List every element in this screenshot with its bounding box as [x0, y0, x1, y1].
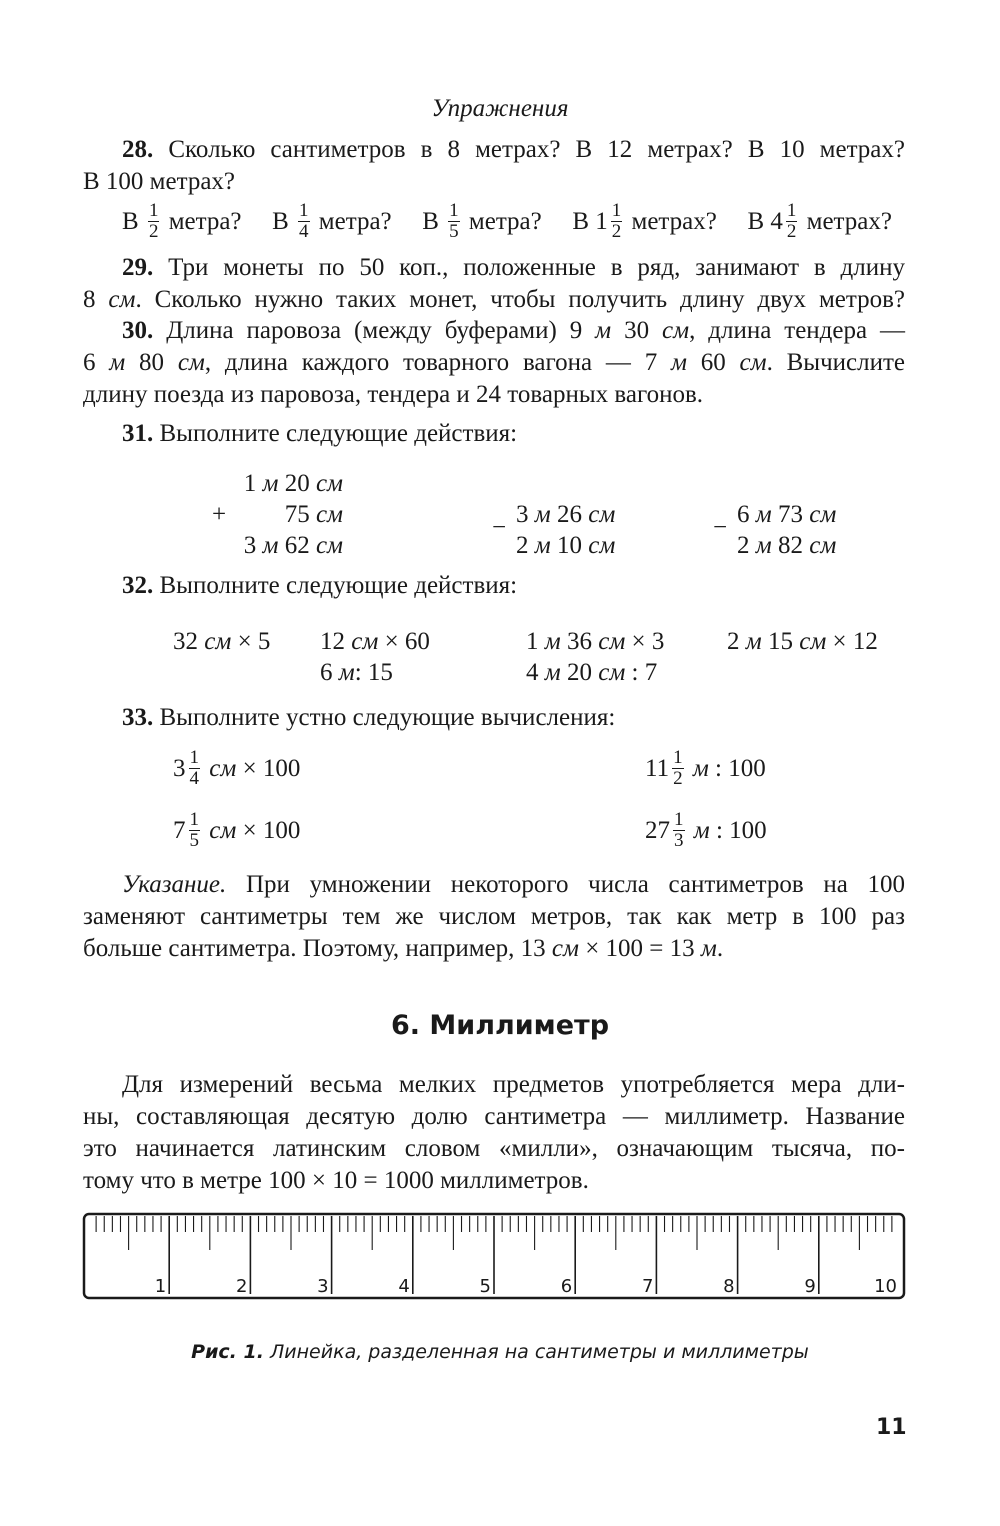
exercise-29-text1: Три монеты по 50 коп., положенные в ряд, занимают в длину: [168, 254, 905, 281]
exercise-29-number: 29.: [122, 254, 154, 281]
ex32-c3a-unit2: см: [598, 628, 626, 655]
ex28-part-fraction: [298, 201, 310, 242]
exercise-30-u6: см: [739, 349, 767, 376]
ex31-b-sign: −: [492, 514, 507, 541]
exercise-33-number: 33.: [122, 704, 154, 731]
exercise-30-line2: [83, 347, 905, 379]
ex28-part-prefix: В: [272, 207, 296, 235]
ruler-label: 9: [804, 1276, 816, 1297]
ex32-c2b-op: : 15: [354, 659, 393, 686]
paragraph-line1: Для измерений весьма мелких предметов употребляется мера дли-: [122, 1071, 905, 1098]
figure-caption: [0, 1341, 1000, 1363]
exercise-30-line3: длину поезда из паровоза, тендера и 24 товарных вагонов.: [83, 381, 704, 408]
ruler-label: 7: [641, 1276, 654, 1297]
exercise-29-line1: [122, 252, 905, 284]
ex31-a-r3-num2: 62: [284, 532, 310, 559]
ex31-c-sign: −: [713, 514, 728, 541]
exercise-28-text1: Сколько сантиметров в 8 метрах? В 12 метрах? В 10 метрах?: [168, 136, 906, 163]
section-title: 6. Миллиметр: [390, 1010, 610, 1041]
exercise-29-text2: . Сколько нужно таких монет, чтобы получить длину двух метров?: [135, 286, 905, 313]
exercise-32-line: [122, 570, 905, 602]
ex28-part-numerator: 1: [611, 199, 622, 221]
exercise-30-u5: м: [670, 349, 687, 376]
ex33-whole: 7: [173, 817, 186, 845]
ex32-col3-row2: [526, 657, 657, 688]
ex28-part-denominator: 4: [299, 220, 309, 242]
ex32-c3a-unit: м: [544, 628, 561, 655]
ex28-part-prefix: В: [122, 207, 145, 235]
ex33-numerator: 1: [673, 747, 683, 768]
hint-text1: При умножении некоторого числа сантиметров на 100: [245, 871, 905, 898]
ex28-part-whole: 4: [770, 207, 783, 235]
ex32-col3-row1: [526, 626, 664, 657]
ex28-part-numerator: 1: [148, 199, 159, 221]
ex33-fraction: [672, 748, 684, 789]
ex31-b-r2-unit2: см: [588, 532, 616, 559]
hint-unit2: м: [700, 935, 717, 962]
ex33-op: × 100: [236, 817, 301, 845]
ex32-c3a-op: × 3: [631, 628, 665, 655]
ex32-c3b-unit: м: [544, 659, 561, 686]
ex32-c3a-num: 1: [526, 628, 539, 655]
ex31-b-r2-unit: м: [534, 532, 551, 559]
ex31-c-row2: [737, 530, 836, 561]
ex28-part-fraction: [786, 201, 798, 242]
exercise-30-t4: 6: [83, 349, 96, 376]
ex32-c2a-op: × 60: [384, 628, 430, 655]
ex31-b-r1-num2: 26: [556, 501, 582, 528]
ex28-part-prefix: В: [572, 207, 596, 235]
exercise-31-number: 31.: [122, 420, 154, 447]
figure-label: Рис. 1.: [191, 1341, 264, 1363]
ex31-b-row2: [516, 530, 615, 561]
hint-unit1: см: [551, 935, 579, 962]
ex33-unit: м: [686, 755, 709, 783]
ex33-unit: см: [203, 755, 237, 783]
ex31-a-r1-num: 1: [243, 470, 257, 497]
ex31-c-r2-unit2: см: [809, 532, 837, 559]
ex31-b-r1-num: 3: [516, 501, 529, 528]
ex33-item-1: [173, 747, 301, 791]
exercise-28-line2: В 100 метрах?: [83, 168, 236, 195]
exercise-30-t3: , длина тендера —: [689, 317, 906, 344]
ex31-b-r1-unit2: см: [588, 501, 616, 528]
ex33-item-4: [645, 809, 767, 853]
exercise-32-text: Выполните следующие действия:: [159, 572, 518, 599]
hint-text3: больше сантиметра. Поэтому, например, 13: [83, 935, 546, 962]
ex31-a-row1: [200, 468, 343, 499]
exercise-30-line1: [122, 315, 905, 347]
ex32-c3b-num2: 20: [566, 659, 592, 686]
exercise-30-u2: см: [662, 317, 690, 344]
page-number: 11: [876, 1415, 907, 1440]
exercise-30-t2: 30: [624, 317, 650, 344]
ex31-c-r1-unit: м: [755, 501, 772, 528]
ruler-label: 6: [560, 1276, 573, 1297]
ex32-c3b-num: 4: [526, 659, 539, 686]
ex31-a-r2-unit: см: [315, 501, 343, 528]
ex31-a-r1-num2: 20: [284, 470, 310, 497]
exercise-31-line: [122, 418, 905, 450]
ruler-figure: [82, 1212, 906, 1308]
hint-line2: заменяют сантиметры тем же числом метров, так как метр в 100 раз: [83, 903, 905, 930]
ex31-a-r3-num: 3: [243, 532, 257, 559]
ruler-label: 8: [723, 1276, 735, 1297]
ex31-a-row3: [200, 530, 343, 561]
exercise-30-t8: . Вычислите: [766, 349, 906, 376]
exercise-30-u1: м: [595, 317, 612, 344]
ex33-numerator: 1: [189, 747, 199, 768]
ex31-b-row1: [516, 499, 615, 530]
ex33-op: × 100: [236, 755, 301, 783]
ex28-part-whole: 1: [595, 207, 608, 235]
ex33-unit: см: [203, 817, 237, 845]
exercise-29-line2: [83, 284, 905, 316]
ex33-denominator: 5: [189, 830, 199, 851]
hint-text4: × 100 = 13: [585, 935, 695, 962]
ex31-c-r1-unit2: см: [809, 501, 837, 528]
ex28-part-fraction: [611, 201, 623, 242]
exercise-32-number: 32.: [122, 572, 154, 599]
ex31-a-r3-unit2: см: [315, 532, 343, 559]
ex32-c2b-num: 6: [320, 659, 333, 686]
ex28-part-5: [747, 199, 892, 244]
exercise-30-u4: см: [177, 349, 205, 376]
ex31-a-r3-unit: м: [262, 532, 279, 559]
ex31-a-r1-unit2: см: [315, 470, 343, 497]
ex28-part-suffix: метрах?: [625, 207, 717, 235]
ex28-part-denominator: 2: [148, 220, 159, 242]
ex32-c2a-unit: см: [351, 628, 379, 655]
ex33-denominator: 2: [673, 768, 683, 789]
exercise-30-u3: м: [109, 349, 126, 376]
paragraph-line2: ны, составляющая десятую долю сантиметра — миллиметр. Название: [83, 1103, 905, 1130]
ex32-c3b-unit2: см: [598, 659, 626, 686]
ex31-c-row1: [737, 499, 836, 530]
ex28-part-2: [272, 199, 392, 244]
exercise-28-number: 28.: [122, 136, 154, 163]
exercise-30-t5: 80: [139, 349, 165, 376]
ex33-op: : 100: [709, 817, 767, 845]
exercise-28-fractions-line: [122, 200, 892, 246]
ex28-part-3: [422, 199, 542, 244]
ex28-part-1: [122, 199, 242, 244]
ruler-label: 5: [479, 1276, 491, 1297]
ex28-part-numerator: 1: [786, 199, 797, 221]
exercise-30-t1: Длина паровоза (между буферами) 9: [166, 317, 583, 344]
exercise-33-line: [122, 702, 905, 734]
ex28-part-denominator: 5: [449, 220, 459, 242]
ruler-label: 4: [398, 1276, 410, 1297]
hint-text5: .: [716, 935, 724, 962]
ex32-c4-unit: м: [745, 628, 762, 655]
ex33-fraction: [189, 748, 201, 789]
ex28-part-suffix: метрах?: [800, 207, 892, 235]
ex31-c-r2-num: 2: [737, 532, 750, 559]
hint-line3: [83, 933, 905, 965]
ex32-c4-num: 2: [727, 628, 740, 655]
ex32-c1-unit: см: [204, 628, 232, 655]
paragraph-line4: тому что в метре 100 × 10 = 1000 миллиметров.: [83, 1167, 589, 1194]
ex28-part-prefix: В: [747, 207, 771, 235]
ex32-col2-row2: [320, 657, 393, 688]
exercise-29-value: 8: [83, 286, 96, 313]
exercise-31-text: Выполните следующие действия:: [159, 420, 518, 447]
ex33-item-3: [173, 809, 301, 853]
ex31-b-r1-unit: м: [534, 501, 551, 528]
figure-caption-text: Линейка, разделенная на сантиметры и миллиметры: [270, 1341, 809, 1363]
ex31-b-r2-num: 2: [516, 532, 529, 559]
hint-label: Указание.: [122, 871, 227, 898]
ex32-c4-num2: 15: [767, 628, 793, 655]
exercise-30-t6: , длина каждого товарного вагона — 7: [204, 349, 658, 376]
exercise-30-t7: 60: [700, 349, 726, 376]
ex32-c3a-num2: 36: [566, 628, 592, 655]
ex31-c-r2-unit: м: [755, 532, 772, 559]
ex31-a-r2-num: 75: [284, 501, 310, 528]
ex28-part-suffix: метра?: [462, 207, 542, 235]
ex33-whole: 27: [645, 817, 670, 845]
ex33-item-2: [645, 747, 766, 791]
ex33-whole: 3: [173, 755, 186, 783]
ex32-col1: [173, 626, 270, 657]
ex33-unit: м: [687, 817, 710, 845]
ex31-c-r2-num2: 82: [777, 532, 803, 559]
ex28-part-suffix: метра?: [162, 207, 242, 235]
ex33-whole: 11: [645, 755, 670, 783]
ex33-numerator: 1: [189, 809, 199, 830]
ex32-c3b-op: : 7: [631, 659, 658, 686]
ruler-label: 2: [235, 1276, 248, 1297]
ex32-col2-row1: [320, 626, 430, 657]
exercise-29-unit: см: [108, 286, 136, 313]
ex32-c2b-unit: м: [338, 659, 355, 686]
ex28-part-numerator: 1: [449, 199, 459, 221]
ex31-b-r2-num2: 10: [556, 532, 582, 559]
exercise-33-text: Выполните устно следующие вычисления:: [159, 704, 616, 731]
ex33-op: : 100: [708, 755, 766, 783]
ex31-c-r1-num: 6: [737, 501, 750, 528]
ex33-fraction: [189, 810, 201, 851]
exercise-28-line1: [122, 134, 905, 166]
ex33-numerator: 1: [674, 809, 684, 830]
ex28-part-fraction: [448, 201, 460, 242]
ex32-c1-num: 32: [173, 628, 198, 655]
ex28-part-numerator: 1: [299, 199, 309, 221]
ex33-fraction: [673, 810, 685, 851]
ex28-part-4: [572, 199, 717, 244]
exercise-30-number: 30.: [122, 317, 154, 344]
ex32-col4: [727, 626, 878, 657]
ex28-part-suffix: метра?: [312, 207, 392, 235]
ex31-a-row2: [200, 499, 343, 530]
ex28-part-denominator: 2: [611, 220, 622, 242]
ex32-c1-op: × 5: [237, 628, 271, 655]
ex32-c2a-num: 12: [320, 628, 345, 655]
ruler-label: 1: [154, 1276, 167, 1297]
ruler-label: 10: [874, 1276, 897, 1297]
ex33-denominator: 4: [189, 768, 199, 789]
hint-line1: [122, 869, 905, 901]
ex33-denominator: 3: [674, 830, 684, 851]
ex28-part-prefix: В: [422, 207, 446, 235]
ex31-c-r1-num2: 73: [777, 501, 803, 528]
paragraph-line3: это начинается латинским словом «милли», означающим тысяча, по-: [83, 1135, 905, 1162]
ruler-label: 3: [317, 1276, 329, 1297]
ex32-c4-unit2: см: [799, 628, 827, 655]
ex31-a-sign: +: [212, 501, 227, 528]
ex28-part-denominator: 2: [786, 220, 797, 242]
ex28-part-fraction: [148, 201, 160, 242]
ex31-a-r1-unit: м: [262, 470, 279, 497]
exercises-subheading: Упражнения: [431, 95, 569, 122]
ex32-c4-op: × 12: [832, 628, 878, 655]
